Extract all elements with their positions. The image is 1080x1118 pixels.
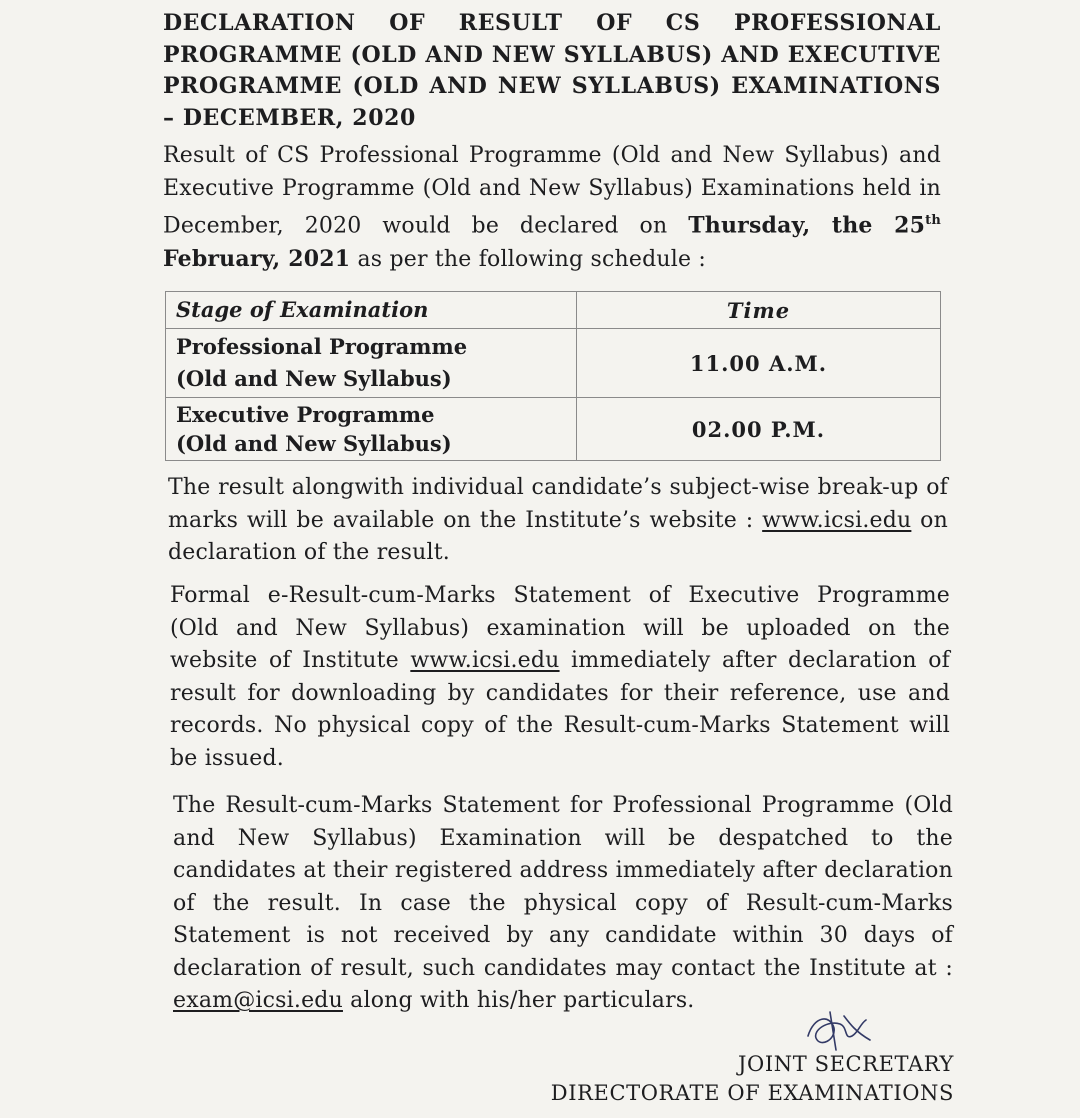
website-link[interactable]: www.icsi.edu [762,507,912,533]
signatory-title: JOINT SECRETARY [738,1052,954,1076]
time-cell: 11.00 A.M. [577,329,941,398]
result-availability-paragraph [168,472,948,570]
paragraph-text: The result alongwith individual candidate’s subject-wise break-up of marks will be available on the Institute’s website : [168,475,948,533]
despatch-paragraph [173,790,953,1018]
paragraph-text-end: along with his/her particulars. [342,988,695,1013]
website-link[interactable]: www.icsi.edu [410,648,560,673]
table-row [166,398,941,461]
intro-paragraph [163,140,941,276]
table-row [166,329,941,398]
header-stage: Stage of Examination [166,292,577,329]
stage-name: Professional Programme [176,334,468,359]
stage-syllabus: (Old and New Syllabus) [176,366,452,391]
paragraph-text: Formal e-Result-cum-Marks Statement of Executive Programme (Old and New Syllabus) examination will be uploaded on the website of Institute [170,583,950,673]
e-result-paragraph [170,580,950,775]
declaration-date: February, 2021 [163,245,351,272]
stage-cell [166,398,577,461]
signature-mark [800,1006,878,1056]
stage-cell [166,329,577,398]
date-ordinal: th [925,213,941,228]
paragraph-text: The Result-cum-Marks Statement for Professional Programme (Old and New Syllabus) Examination will be despatched to the candidates at their registered address immediately after declaration of the result. In case the physical copy of Result-cum-Marks Statement is not received by any candidate within 30 days of declaration of result, such candidates may contact the Institute at : [173,793,953,981]
schedule-table [165,291,941,461]
intro-text: Result of CS Professional Programme (Old and New Syllabus) and Executive Programme (Old and New Syllabus) Examinations held in December, 2020 would be declared on [163,143,941,239]
document-heading: DECLARATION OF RESULT OF CS PROFESSIONAL PROGRAMME (OLD AND NEW SYLLABUS) AND EXECUTIVE PROGRAMME (OLD AND NEW SYLLABUS) EXAMINATIONS – DECEMBER, 2020 [163,10,941,131]
signatory-department: DIRECTORATE OF EXAMINATIONS [550,1081,954,1105]
paragraph-text-end: immediately after declaration of result for downloading by candidates for their reference, use and records. No physical copy of the Result-cum-Marks Statement will be issued. [170,648,950,771]
declaration-day: Thursday, the 25 [688,212,926,239]
time-cell: 02.00 P.M. [577,398,941,461]
stage-name: Executive Programme [176,402,435,427]
stage-syllabus: (Old and New Syllabus) [176,431,452,456]
signoff-block [551,1050,954,1108]
intro-text-end: as per the following schedule : [350,246,707,272]
header-time: Time [577,292,941,329]
email-link[interactable]: exam@icsi.edu [173,988,343,1013]
table-header-row [166,292,941,329]
paragraph-text-end: on declaration of the result. [168,507,948,565]
